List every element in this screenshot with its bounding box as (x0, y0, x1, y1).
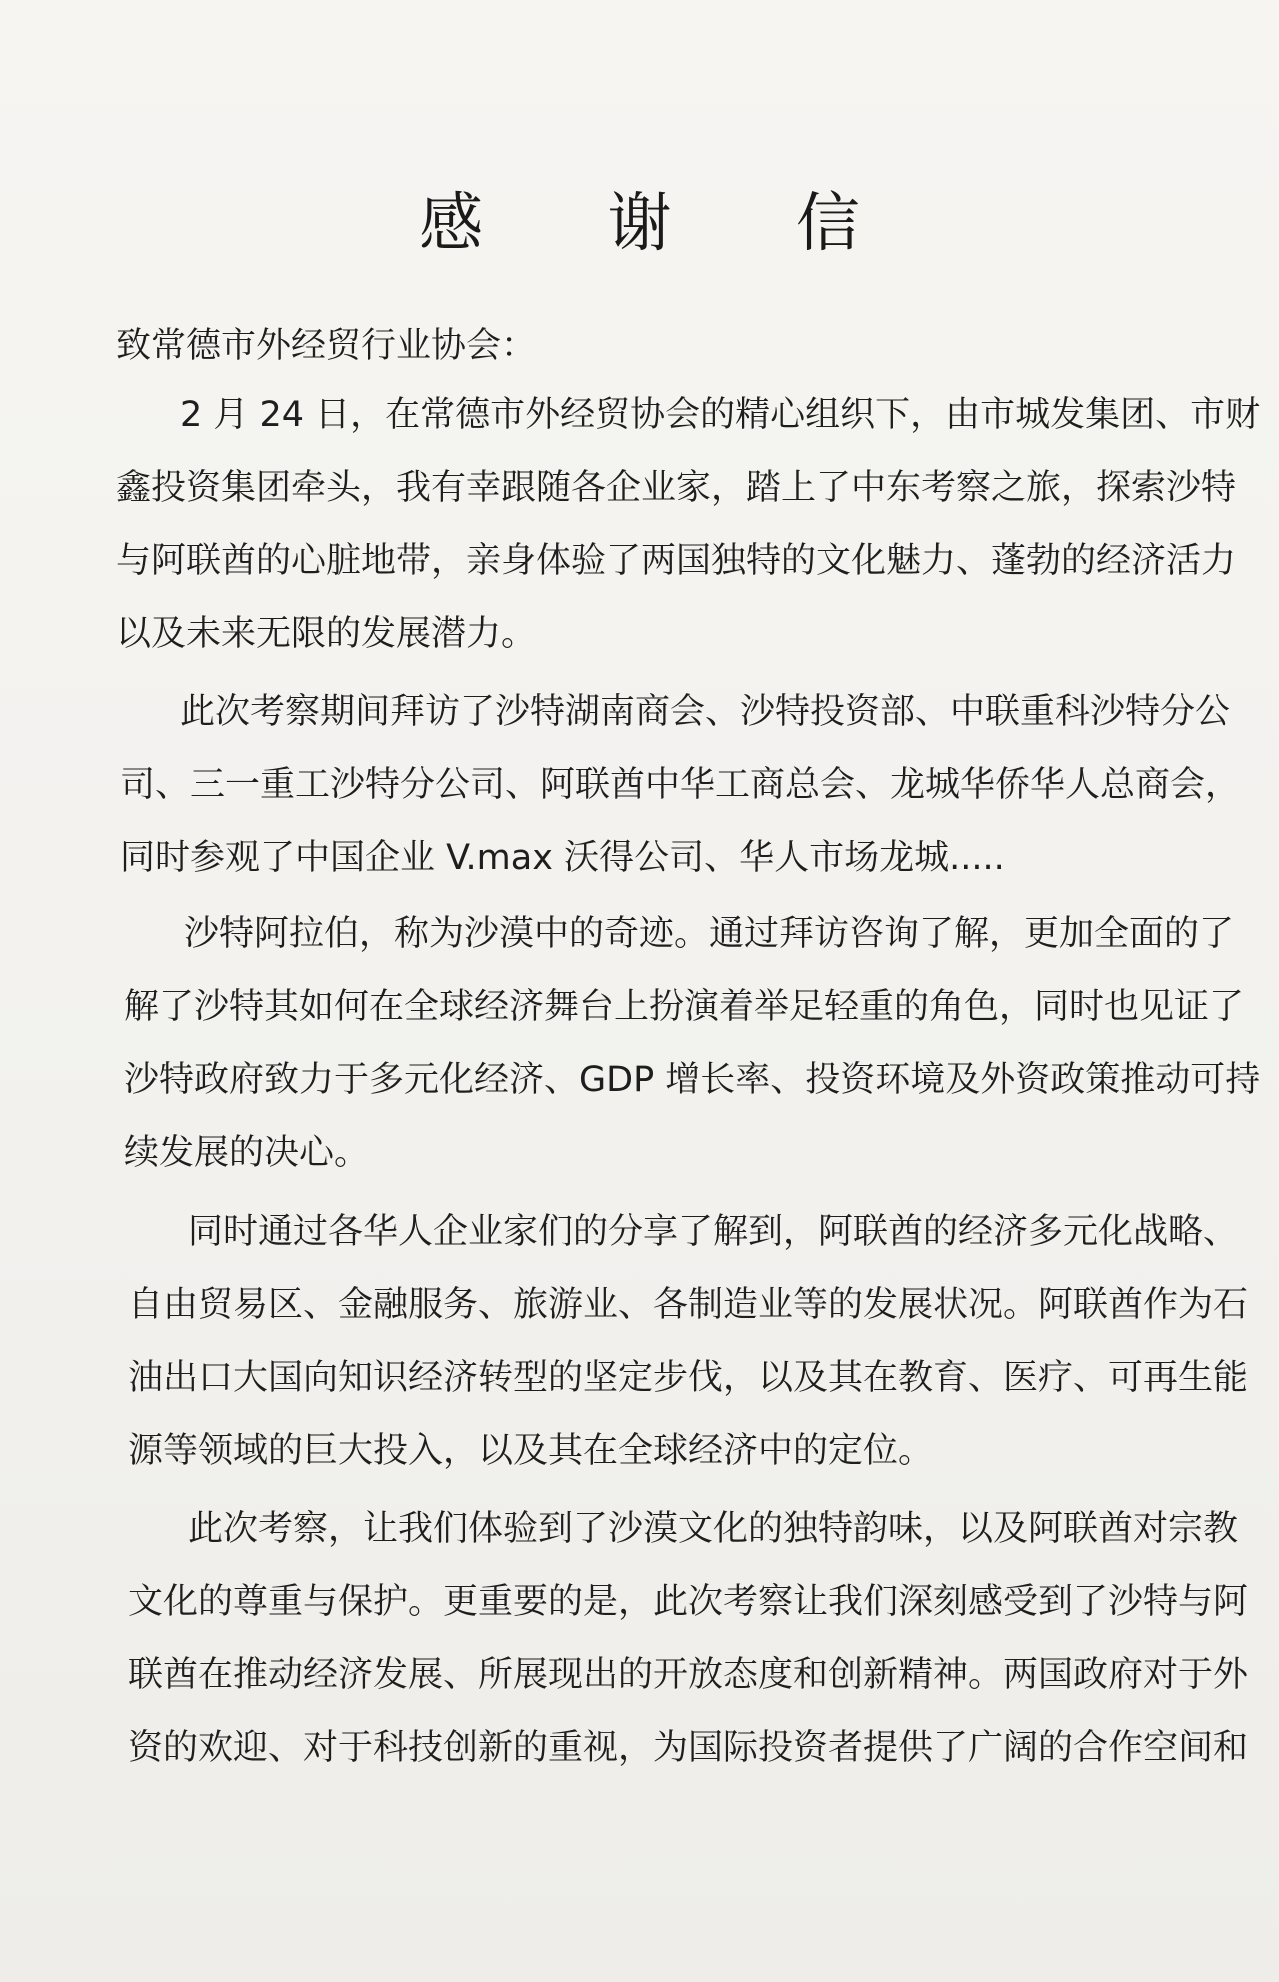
letter-title: 感 谢 信 (419, 187, 912, 261)
body-line: 2 月 24 日，在常德市外经贸协会的精心组织下，由市城发集团、市财 (180, 395, 1261, 435)
body-line: 此次考察，让我们体验到了沙漠文化的独特韵味，以及阿联酋对宗教 (188, 1509, 1239, 1549)
body-line: 与阿联酋的心脏地带，亲身体验了两国独特的文化魅力、蓬勃的经济活力 (116, 541, 1237, 581)
letter-salutation: 致常德市外经贸行业协会： (116, 326, 537, 366)
body-line: 自由贸易区、金融服务、旅游业、各制造业等的发展状况。阿联酋作为石 (128, 1285, 1249, 1325)
body-line: 同时参观了中国企业 V.max 沃得公司、华人市场龙城..... (120, 838, 1005, 878)
body-line: 续发展的决心。 (124, 1133, 370, 1173)
body-line: 此次考察期间拜访了沙特湖南商会、沙特投资部、中联重科沙特分公 (180, 692, 1231, 732)
body-line: 联酋在推动经济发展、所展现出的开放态度和创新精神。两国政府对于外 (128, 1655, 1249, 1695)
body-line: 文化的尊重与保护。更重要的是，此次考察让我们深刻感受到了沙特与阿 (128, 1582, 1249, 1622)
body-line: 油出口大国向知识经济转型的坚定步伐，以及其在教育、医疗、可再生能 (128, 1358, 1249, 1398)
body-line: 解了沙特其如何在全球经济舞台上扮演着举足轻重的角色，同时也见证了 (124, 987, 1245, 1027)
body-line: 鑫投资集团牵头，我有幸跟随各企业家，踏上了中东考察之旅，探索沙特 (116, 468, 1237, 508)
body-line: 沙特政府致力于多元化经济、GDP 增长率、投资环境及外资政策推动可持 (124, 1060, 1261, 1100)
body-line: 同时通过各华人企业家们的分享了解到，阿联酋的经济多元化战略、 (188, 1212, 1239, 1252)
body-line: 司、三一重工沙特分公司、阿联酋中华工商总会、龙城华侨华人总商会， (120, 765, 1241, 805)
body-line: 以及未来无限的发展潜力。 (116, 614, 537, 654)
body-line: 资的欢迎、对于科技创新的重视，为国际投资者提供了广阔的合作空间和 (128, 1728, 1249, 1768)
body-line: 源等领域的巨大投入，以及其在全球经济中的定位。 (128, 1431, 934, 1471)
body-line: 沙特阿拉伯，称为沙漠中的奇迹。通过拜访咨询了解，更加全面的了 (184, 914, 1235, 954)
